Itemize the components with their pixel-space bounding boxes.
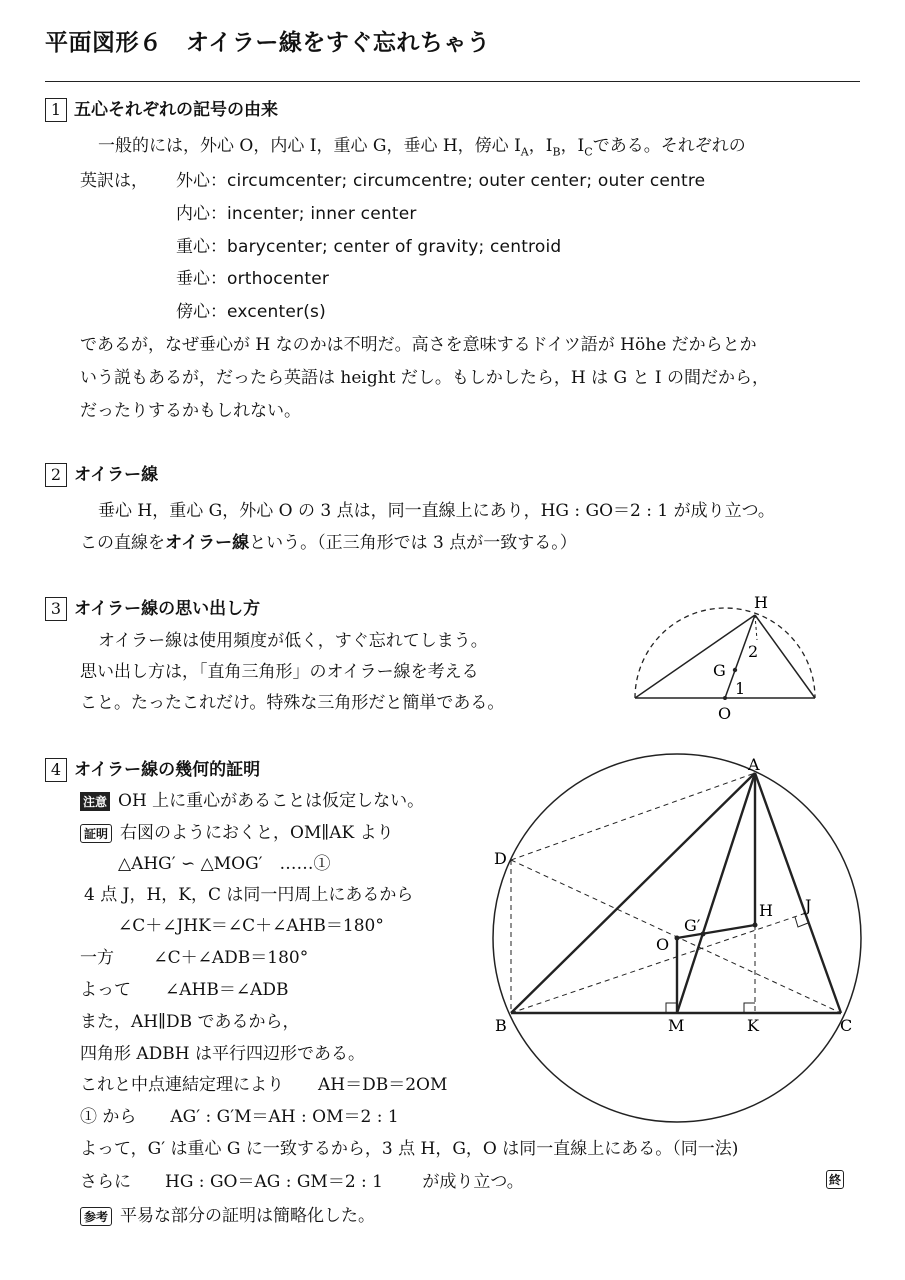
section-4-heading bbox=[45, 755, 260, 782]
proof-line: よって ∠AHB＝∠ADB bbox=[80, 980, 289, 1000]
point-g bbox=[701, 932, 706, 937]
label-h: H bbox=[754, 593, 768, 612]
sub-c: C bbox=[584, 145, 593, 159]
translations-lead: 英訳は， bbox=[80, 171, 148, 191]
sub-b: B bbox=[552, 145, 561, 159]
translation-label: 重心： bbox=[176, 237, 227, 257]
leg-right bbox=[755, 615, 815, 698]
section-number: 2 bbox=[45, 463, 67, 487]
label-j: J bbox=[805, 896, 812, 915]
s1-closing-line: だったりするかもしれない。 bbox=[80, 401, 301, 421]
s1-closing-line: いう説もあるが，だったら英語は height だし。もしかしたら，H は G と I の間だから， bbox=[80, 368, 770, 388]
translation-text: orthocenter bbox=[227, 269, 330, 289]
s1-sep: ，I bbox=[560, 136, 585, 156]
translation-label: 内心： bbox=[176, 204, 227, 224]
s2-text: この直線を bbox=[80, 533, 165, 553]
proof-line: また，AH∥DB であるから， bbox=[80, 1012, 300, 1032]
point-o bbox=[675, 936, 680, 941]
label-h: H bbox=[759, 901, 773, 920]
section-title: オイラー線 bbox=[74, 465, 159, 485]
note-line bbox=[80, 786, 424, 811]
label-m: M bbox=[668, 1016, 685, 1035]
translation-text: circumcenter; circumcentre; outer center; outer centre bbox=[227, 171, 706, 191]
proof-text: 右図のようにおくと，OM∥AK より bbox=[120, 823, 394, 843]
right-angle-k bbox=[744, 1003, 755, 1013]
section-number: 4 bbox=[45, 758, 67, 782]
end-tag: 終 bbox=[826, 1170, 844, 1189]
median-am bbox=[677, 773, 755, 1013]
end-mark bbox=[826, 1169, 844, 1189]
s1-closing-line: であるが，なぜ垂心が H なのかは不明だ。高さを意味するドイツ語が Höhe だからとか bbox=[80, 335, 757, 355]
proof-line: 4 点 J，H，K，C は同一円周上にあるから bbox=[84, 885, 414, 905]
s2-line2 bbox=[80, 528, 577, 553]
label-o: O bbox=[718, 704, 732, 723]
right-triangle-figure bbox=[625, 590, 830, 725]
reference-line bbox=[80, 1201, 375, 1226]
reference-tag: 参考 bbox=[80, 1207, 112, 1226]
translation-label: 傍心： bbox=[176, 302, 227, 322]
semicircle-dashed bbox=[635, 608, 815, 698]
proof-line: これと中点連結定理により AH＝DB＝2OM bbox=[80, 1075, 448, 1095]
s3-line: オイラー線は使用頻度が低く，すぐ忘れてしまう。 bbox=[98, 631, 488, 651]
s2-text: という。（正三角形では 3 点が一致する。） bbox=[249, 533, 577, 553]
translation-label: 垂心： bbox=[176, 269, 227, 289]
page-title: 平面図形６ オイラー線をすぐ忘れちゃう bbox=[45, 30, 491, 56]
side-ac bbox=[755, 773, 841, 1013]
side-ab bbox=[511, 773, 755, 1013]
proof-line: △AHG′ ∽ △MOG′ ……① bbox=[118, 854, 331, 874]
label-g-prime: G′ bbox=[684, 916, 701, 935]
proof-line: ∠C＋∠JHK＝∠C＋∠AHB＝180° bbox=[118, 916, 384, 936]
s1-intro bbox=[98, 131, 746, 158]
section-1-heading bbox=[45, 95, 278, 122]
sub-a: A bbox=[520, 145, 529, 159]
ratio-mark bbox=[755, 615, 757, 640]
title-rule bbox=[45, 81, 860, 82]
proof-line: さらに HG : GO＝AG : GM＝2 : 1 が成り立つ。 bbox=[80, 1172, 524, 1192]
label-k: K bbox=[747, 1016, 759, 1035]
note-text: OH 上に重心があることは仮定しない。 bbox=[118, 791, 425, 811]
translation-text: incenter; inner center bbox=[227, 204, 417, 224]
section-number: 1 bbox=[45, 98, 67, 122]
section-title: オイラー線の思い出し方 bbox=[74, 599, 261, 619]
s2-line1: 垂心 H，重心 G，外心 O の 3 点は，同一直線上にあり，HG : GO＝2 : 1 が成り立つ。 bbox=[98, 501, 775, 521]
label-d: D bbox=[494, 849, 507, 868]
section-title: オイラー線の幾何的証明 bbox=[74, 760, 261, 780]
translation-row bbox=[176, 264, 329, 289]
point-h bbox=[753, 923, 758, 928]
reference-text: 平易な部分の証明は簡略化した。 bbox=[120, 1206, 376, 1226]
ratio-2: 2 bbox=[748, 642, 759, 661]
proof-line: 四角形 ADBH は平行四辺形である。 bbox=[80, 1044, 366, 1064]
proof-line: 一方 ∠C＋∠ADB＝180° bbox=[80, 948, 309, 968]
translation-row bbox=[176, 232, 561, 257]
section-title: 五心それぞれの記号の由来 bbox=[74, 100, 278, 120]
note-tag: 注意 bbox=[80, 792, 110, 811]
translation-text: barycenter; center of gravity; centroid bbox=[227, 237, 562, 257]
label-b: B bbox=[495, 1016, 507, 1035]
section-2-heading bbox=[45, 460, 158, 487]
point-g bbox=[733, 668, 737, 672]
label-c: C bbox=[840, 1016, 853, 1035]
ratio-1: 1 bbox=[735, 679, 746, 698]
translation-row bbox=[176, 166, 705, 191]
translation-label: 外心： bbox=[176, 171, 227, 191]
euler-proof-figure bbox=[490, 748, 875, 1128]
s1-sep: ，I bbox=[528, 136, 553, 156]
point-o bbox=[723, 696, 727, 700]
label-g: G bbox=[713, 661, 726, 680]
translation-row bbox=[176, 199, 417, 224]
label-o: O bbox=[656, 935, 670, 954]
right-angle-m bbox=[666, 1003, 677, 1013]
section-3-heading bbox=[45, 594, 260, 621]
proof-line bbox=[80, 818, 394, 843]
s3-line: こと。たったこれだけ。特殊な三角形だと簡単である。 bbox=[80, 693, 505, 713]
label-a: A bbox=[748, 755, 760, 774]
line-da bbox=[511, 773, 755, 860]
s1-intro-text: 一般的には，外心 O，内心 I，重心 G，垂心 H，傍心 I bbox=[98, 136, 521, 156]
translation-text: excenter(s) bbox=[227, 302, 326, 322]
section-number: 3 bbox=[45, 597, 67, 621]
s3-line: 思い出し方は，「直角三角形」のオイラー線を考える bbox=[80, 662, 479, 682]
proof-line: よって，G′ は重心 G に一致するから，3 点 H，G，O は同一直線上にある。（同一法) bbox=[80, 1139, 739, 1159]
proof-line: ① から AG′ : G′M＝AH : OM＝2 : 1 bbox=[80, 1107, 399, 1127]
proof-tag: 証明 bbox=[80, 824, 112, 843]
s1-intro-tail: である。それぞれの bbox=[592, 136, 746, 156]
euler-line-term: オイラー線 bbox=[165, 533, 250, 553]
translation-row bbox=[176, 297, 326, 322]
